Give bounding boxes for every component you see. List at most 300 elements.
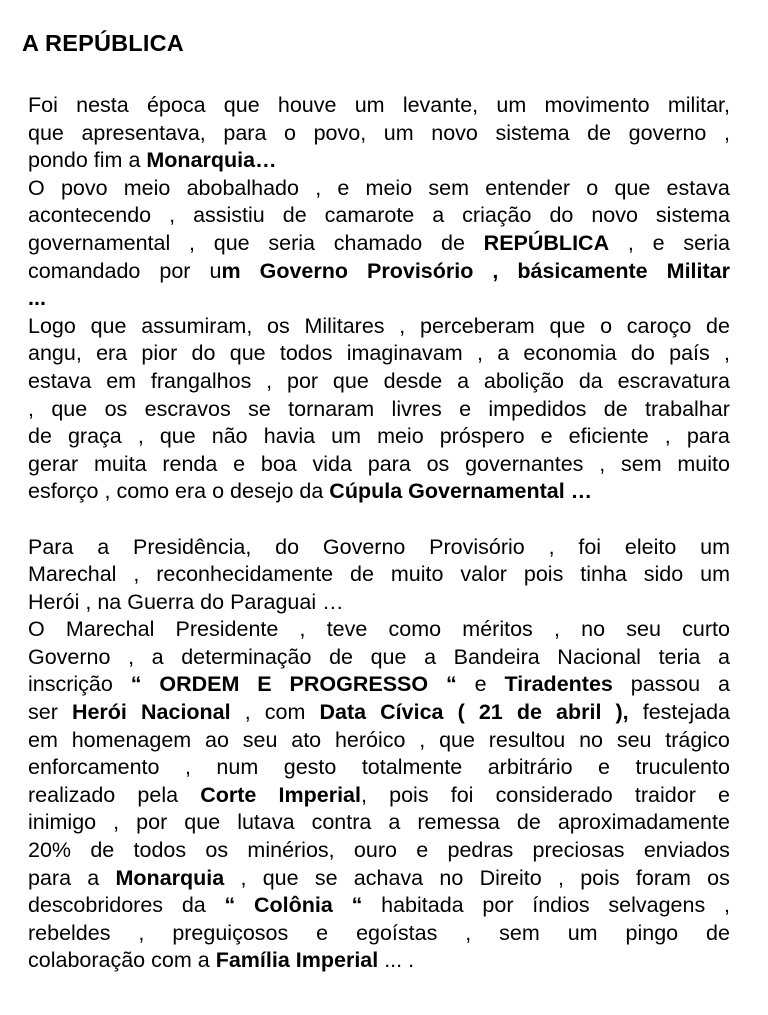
text-run: abobalhado (186, 175, 299, 200)
word (200, 589, 230, 617)
text-run: Presidente (175, 617, 279, 642)
word (350, 561, 374, 589)
word (683, 230, 730, 258)
text-run: a (717, 672, 730, 697)
text-run: passou (630, 672, 701, 697)
text-line (28, 147, 730, 175)
text-run: estava (28, 368, 92, 393)
word (462, 202, 531, 230)
bold-text: “ (224, 893, 236, 918)
text-run: o (586, 175, 599, 200)
text-run: os (104, 396, 128, 421)
word (172, 920, 288, 948)
text-run: graça (67, 424, 122, 449)
word (230, 589, 322, 617)
word (205, 837, 228, 865)
word (432, 202, 444, 230)
word (488, 754, 573, 782)
word (322, 589, 344, 617)
text-run: colaboração (28, 948, 146, 973)
word (626, 616, 661, 644)
text-run: de (603, 396, 628, 421)
word (484, 368, 564, 396)
word (458, 699, 465, 727)
word (152, 644, 164, 672)
word (465, 920, 471, 948)
word (581, 616, 605, 644)
word (290, 671, 429, 699)
word (28, 120, 64, 148)
word (718, 644, 730, 672)
text-run: para (28, 865, 72, 890)
word (462, 616, 532, 644)
word (28, 837, 71, 865)
text-line (28, 699, 730, 727)
text-run: méritos (462, 617, 533, 642)
text-run: os (426, 451, 450, 476)
bold-text: Provisório (367, 258, 474, 283)
word (116, 865, 225, 893)
bold-text: Militar (666, 258, 730, 283)
word (278, 92, 337, 120)
word (51, 396, 87, 424)
word (631, 340, 655, 368)
word (193, 202, 265, 230)
text-run: ao (205, 727, 229, 752)
word (665, 423, 671, 451)
bold-text: REPÚBLICA (483, 230, 610, 255)
bold-text: m (221, 258, 241, 283)
word (72, 727, 192, 755)
word (724, 892, 730, 920)
word (94, 147, 129, 175)
text-run: esforço (28, 479, 99, 504)
text-run: Marechal (65, 617, 155, 642)
word (90, 837, 114, 865)
text-run: por (136, 810, 168, 835)
word (28, 644, 110, 672)
word (131, 671, 142, 699)
text-run: eficiente (568, 424, 649, 449)
text-run: de (706, 920, 730, 945)
text-run: todos (279, 341, 333, 366)
text-run: a (87, 865, 100, 890)
text-run: a (197, 948, 210, 973)
word (429, 534, 525, 562)
text-run: muita (93, 451, 147, 476)
bold-text: Família (215, 948, 290, 973)
text-run: nesta (76, 93, 129, 117)
text-run: a (497, 341, 510, 366)
text-run: próspero (439, 424, 525, 449)
text-run: do (275, 534, 300, 559)
word (454, 644, 540, 672)
bold-text: Imperial (295, 948, 379, 973)
text-run: valor (460, 562, 507, 587)
text-run: um (354, 93, 385, 117)
text-run: inimigo (28, 810, 97, 835)
page-title: A REPÚBLICA (22, 30, 184, 56)
word (656, 202, 730, 230)
word (136, 809, 167, 837)
bold-text: , (492, 258, 499, 283)
bold-text: Nacional (141, 700, 231, 725)
word (28, 947, 151, 975)
word (216, 754, 258, 782)
text-run: , (184, 755, 191, 780)
bold-text: Monarquia (115, 865, 225, 890)
text-run: a (388, 810, 401, 835)
text-run: como (388, 617, 442, 642)
word (162, 451, 217, 479)
word (347, 340, 463, 368)
text-run: pingo (625, 920, 679, 945)
word (631, 671, 700, 699)
text-run: e (459, 396, 472, 421)
word (28, 230, 170, 258)
text-run: Marechal (28, 562, 117, 587)
text-run: de (587, 120, 612, 145)
text-run: governantes (465, 451, 584, 476)
text-run: se (248, 396, 271, 421)
word (28, 478, 105, 506)
word (381, 892, 464, 920)
word (587, 120, 611, 148)
text-line (28, 534, 730, 562)
text-run: levante, (402, 93, 479, 117)
text-run: na (97, 589, 122, 614)
text-run: governamental (28, 230, 171, 255)
text-run: preguiçosos (172, 920, 289, 945)
text-run: homenagem (71, 727, 192, 752)
text-run: teria (658, 644, 701, 669)
text-run: , (557, 865, 564, 890)
text-run: Bandeira (453, 644, 540, 669)
text-run: que (332, 368, 369, 393)
bold-text: Colônia (254, 893, 333, 918)
text-run: festejada (642, 700, 730, 725)
word (484, 230, 609, 258)
word (28, 258, 140, 286)
text-run: tinha (580, 562, 627, 587)
text-run: … (322, 589, 344, 614)
bold-text: Cívica (380, 700, 444, 725)
bold-text: ), (615, 700, 629, 725)
word (128, 147, 146, 175)
text-line (28, 892, 730, 920)
word (389, 616, 442, 644)
bold-text: “ (351, 893, 363, 918)
word (354, 837, 397, 865)
word (28, 368, 91, 396)
word (28, 865, 71, 893)
text-run: o (284, 120, 296, 145)
text-run: resultou (488, 727, 566, 752)
text-run: angu, (28, 341, 82, 366)
text-run: para (223, 120, 267, 145)
word (380, 699, 443, 727)
word (439, 727, 475, 755)
text-run: descobridores (28, 893, 164, 918)
word (28, 754, 159, 782)
text-run: curto (682, 617, 730, 642)
text-run: como (116, 479, 170, 504)
word (558, 809, 730, 837)
word (568, 920, 598, 948)
text-run: perceberam (419, 313, 535, 338)
word (700, 534, 730, 562)
text-run: , (137, 424, 144, 449)
bold-text: “ (130, 672, 142, 697)
paragraph-break (28, 506, 730, 534)
text-run: muito (677, 451, 730, 476)
word (659, 644, 701, 672)
text-line (28, 285, 730, 313)
word (578, 534, 601, 562)
word (604, 396, 628, 424)
word (181, 644, 311, 672)
word (237, 809, 294, 837)
word (68, 423, 122, 451)
word (384, 368, 443, 396)
text-run: , (244, 700, 251, 725)
word (28, 920, 110, 948)
word (134, 837, 187, 865)
text-run: e (316, 920, 329, 945)
text-run: , (138, 920, 145, 945)
text-run: do (630, 341, 655, 366)
word (185, 754, 191, 782)
text-run: O (28, 175, 45, 200)
text-line (28, 837, 730, 865)
text-run: gerar (28, 451, 79, 476)
text-run: , (723, 893, 730, 918)
word (159, 258, 190, 286)
text-run: boa (260, 451, 297, 476)
word (224, 92, 260, 120)
text-run: a (97, 534, 110, 559)
word (124, 175, 171, 203)
word (287, 368, 318, 396)
word (440, 423, 525, 451)
text-run: do (200, 589, 225, 614)
text-run: vida (312, 451, 352, 476)
word (384, 120, 414, 148)
text-run: , (724, 341, 730, 366)
word (138, 920, 144, 948)
word (488, 396, 586, 424)
text-run: que (439, 727, 475, 752)
word (230, 340, 266, 368)
word (580, 561, 627, 589)
text-run: Guerra (127, 589, 195, 614)
text-run: estava (666, 175, 730, 200)
word (533, 837, 625, 865)
text-run: , (169, 203, 176, 228)
word (127, 589, 200, 617)
word (496, 92, 526, 120)
text-run: , (627, 230, 634, 255)
word (569, 423, 649, 451)
text-run: totalmente (361, 755, 463, 780)
text-run: preciosas (532, 838, 625, 863)
text-run: determinação (181, 644, 312, 669)
text-line (28, 920, 730, 948)
word (497, 340, 509, 368)
text-run: e (598, 755, 611, 780)
text-run: , (553, 617, 560, 642)
word (113, 809, 119, 837)
word (323, 534, 405, 562)
word (391, 561, 444, 589)
text-run: , (476, 341, 483, 366)
word (465, 451, 583, 479)
text-run: , (399, 313, 406, 338)
word (304, 313, 384, 341)
word (138, 423, 144, 451)
word (314, 120, 367, 148)
text-run: por (159, 258, 191, 283)
text-run: e (540, 424, 553, 449)
word (580, 865, 619, 893)
word (28, 340, 82, 368)
bold-text: Tiradentes (504, 672, 613, 697)
text-run: Militares (304, 313, 385, 338)
word (337, 175, 349, 203)
word (312, 809, 372, 837)
word (457, 368, 469, 396)
text-run: Presidência, (133, 534, 252, 559)
text-run: apresentava, (81, 120, 206, 145)
text-run: ato (291, 727, 322, 752)
word (356, 920, 437, 948)
word (549, 313, 585, 341)
text-run: inscrição (28, 672, 113, 697)
bold-text: abril (556, 700, 602, 725)
word (192, 340, 216, 368)
text-run: , (465, 920, 472, 945)
word (105, 396, 128, 424)
text-run: e (337, 175, 350, 200)
text-run: achava (353, 865, 424, 890)
text-run: pela (137, 782, 179, 807)
text-run: meio (123, 175, 171, 200)
text-run: a (151, 644, 164, 669)
text-line (28, 947, 730, 975)
word (667, 175, 730, 203)
word (451, 782, 474, 810)
word (85, 589, 97, 617)
text-line (28, 644, 730, 672)
text-run: arbitrário (487, 755, 573, 780)
word (586, 175, 598, 203)
text-run: fim (93, 148, 123, 173)
word (645, 396, 730, 424)
word (28, 616, 45, 644)
word (116, 478, 175, 506)
word (28, 782, 115, 810)
text-run: , (189, 230, 195, 255)
word (160, 423, 196, 451)
text-run: a (432, 203, 445, 228)
text-run: os (205, 838, 229, 863)
text-run: época (146, 93, 206, 117)
bold-text: … (570, 479, 593, 504)
text-run: , (113, 810, 120, 835)
word (106, 368, 136, 396)
word (72, 699, 127, 727)
text-run: que (614, 175, 651, 200)
text-run: Logo (28, 313, 76, 338)
text-run: Nacional (557, 644, 641, 669)
word (700, 561, 730, 589)
word (141, 699, 231, 727)
text-run: para (367, 451, 411, 476)
word (141, 313, 252, 341)
bold-text: Governamental (408, 479, 565, 504)
text-run: e (474, 672, 487, 697)
text-run: ser (28, 700, 58, 725)
text-run: enforcamento (28, 755, 160, 780)
text-line (28, 313, 730, 341)
text-run: enviados (643, 838, 730, 863)
text-run: comandado (28, 258, 141, 283)
word (268, 230, 315, 258)
word (598, 754, 610, 782)
text-run: havia (263, 424, 316, 449)
text-run: Para (28, 534, 74, 559)
bold-text: Monarquia… (146, 148, 277, 173)
word (667, 258, 730, 286)
word (352, 892, 363, 920)
word (243, 727, 278, 755)
word (724, 340, 730, 368)
word (403, 92, 478, 120)
text-run: remessa (417, 810, 500, 835)
word (388, 809, 400, 837)
text-run: que (549, 313, 586, 338)
text-run: índios (532, 893, 590, 918)
text-run: minérios, (247, 838, 335, 863)
word (600, 313, 612, 341)
word (28, 534, 73, 562)
word (643, 699, 730, 727)
text-run: meio (377, 424, 424, 449)
text-run: um (496, 93, 527, 117)
word (628, 230, 634, 258)
word (460, 561, 507, 589)
word (579, 727, 603, 755)
text-run: a (128, 148, 141, 173)
word (291, 727, 321, 755)
text-run: heróico (334, 727, 406, 752)
text-run: seu (626, 617, 661, 642)
word (549, 534, 555, 562)
word (28, 809, 96, 837)
word (300, 616, 306, 644)
text-run: O (28, 617, 45, 642)
text-run: no (581, 617, 606, 642)
text-run: contra (311, 810, 372, 835)
text-run: abolição (483, 368, 564, 393)
word (446, 671, 457, 699)
text-run: da (181, 893, 206, 918)
word (384, 947, 408, 975)
word (677, 451, 730, 479)
word (266, 368, 272, 396)
word (408, 947, 414, 975)
text-run: da (299, 479, 324, 504)
